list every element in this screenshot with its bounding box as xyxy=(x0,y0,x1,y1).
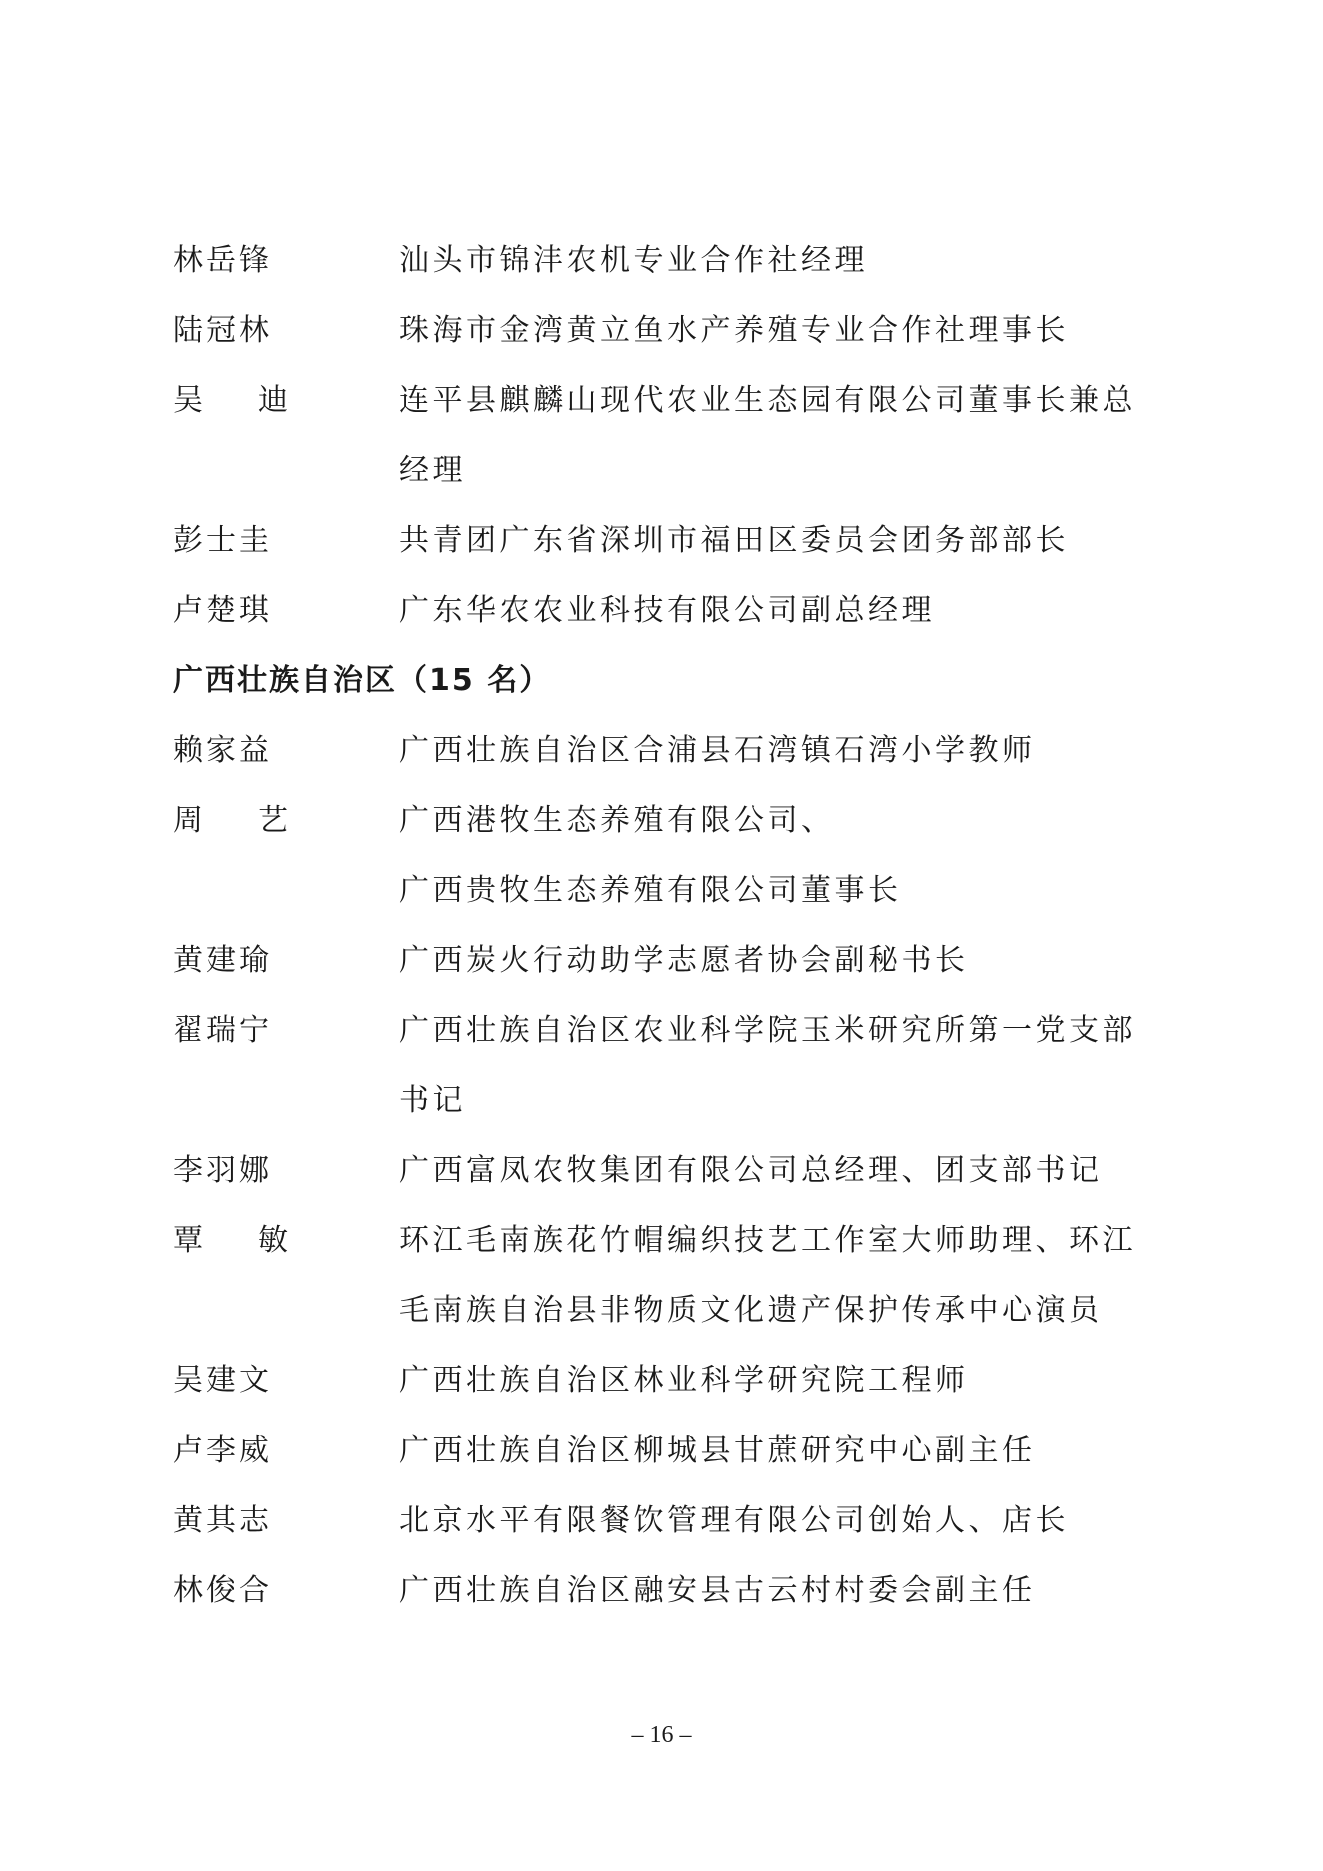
list-item xyxy=(173,576,1153,646)
person-title: 广西壮族自治区合浦县石湾镇石湾小学教师 xyxy=(399,733,1036,768)
list-item xyxy=(173,926,1153,996)
list-item xyxy=(173,1556,1153,1626)
person-name: 黄建瑜 xyxy=(173,943,272,978)
list-item xyxy=(173,716,1153,786)
person-title: 广西港牧生态养殖有限公司、 广西贵牧生态养殖有限公司董事长 xyxy=(399,803,902,908)
list-item xyxy=(173,1346,1153,1416)
person-name: 翟瑞宁 xyxy=(173,1013,272,1048)
list-item xyxy=(173,226,1153,296)
person-title: 环江毛南族花竹帽编织技艺工作室大师助理、环江 毛南族自治县非物质文化遗产保护传承中心演员 xyxy=(399,1223,1136,1328)
person-name: 周 艺 xyxy=(173,803,291,838)
person-title: 汕头市锦沣农机专业合作社经理 xyxy=(399,243,868,278)
person-title: 广西壮族自治区农业科学院玉米研究所第一党支部 书记 xyxy=(399,1013,1136,1118)
list-item xyxy=(173,1486,1153,1556)
list-item xyxy=(173,1416,1153,1486)
list-item xyxy=(173,1136,1153,1206)
person-name: 陆冠林 xyxy=(173,313,272,348)
person-name: 林俊合 xyxy=(173,1573,272,1608)
person-name: 林岳锋 xyxy=(173,243,272,278)
person-title: 北京水平有限餐饮管理有限公司创始人、店长 xyxy=(399,1503,1069,1538)
document-body xyxy=(173,226,1153,1626)
page-number: – 16 – xyxy=(631,1722,692,1748)
person-name: 赖家益 xyxy=(173,733,272,768)
person-name: 吴建文 xyxy=(173,1363,272,1398)
person-title: 共青团广东省深圳市福田区委员会团务部部长 xyxy=(399,523,1069,558)
person-name: 李羽娜 xyxy=(173,1153,272,1188)
person-title: 广西壮族自治区林业科学研究院工程师 xyxy=(399,1363,969,1398)
section-heading: 广西壮族自治区（15 名） xyxy=(173,663,552,698)
list-item xyxy=(173,786,1153,926)
person-name: 覃 敏 xyxy=(173,1223,291,1258)
list-item xyxy=(173,1206,1153,1346)
list-item xyxy=(173,296,1153,366)
person-name: 吴 迪 xyxy=(173,383,291,418)
person-name: 彭士圭 xyxy=(173,523,272,558)
person-title: 广西富凤农牧集团有限公司总经理、团支部书记 xyxy=(399,1153,1103,1188)
list-item xyxy=(173,506,1153,576)
person-title: 连平县麒麟山现代农业生态园有限公司董事长兼总 经理 xyxy=(399,383,1136,488)
person-title: 广东华农农业科技有限公司副总经理 xyxy=(399,593,935,628)
person-title: 珠海市金湾黄立鱼水产养殖专业合作社理事长 xyxy=(399,313,1069,348)
person-name: 卢李威 xyxy=(173,1433,272,1468)
list-item xyxy=(173,996,1153,1136)
list-item xyxy=(173,366,1153,506)
person-title: 广西炭火行动助学志愿者协会副秘书长 xyxy=(399,943,969,978)
person-title: 广西壮族自治区柳城县甘蔗研究中心副主任 xyxy=(399,1433,1036,1468)
person-name: 卢楚琪 xyxy=(173,593,272,628)
person-title: 广西壮族自治区融安县古云村村委会副主任 xyxy=(399,1573,1036,1608)
person-name: 黄其志 xyxy=(173,1503,272,1538)
